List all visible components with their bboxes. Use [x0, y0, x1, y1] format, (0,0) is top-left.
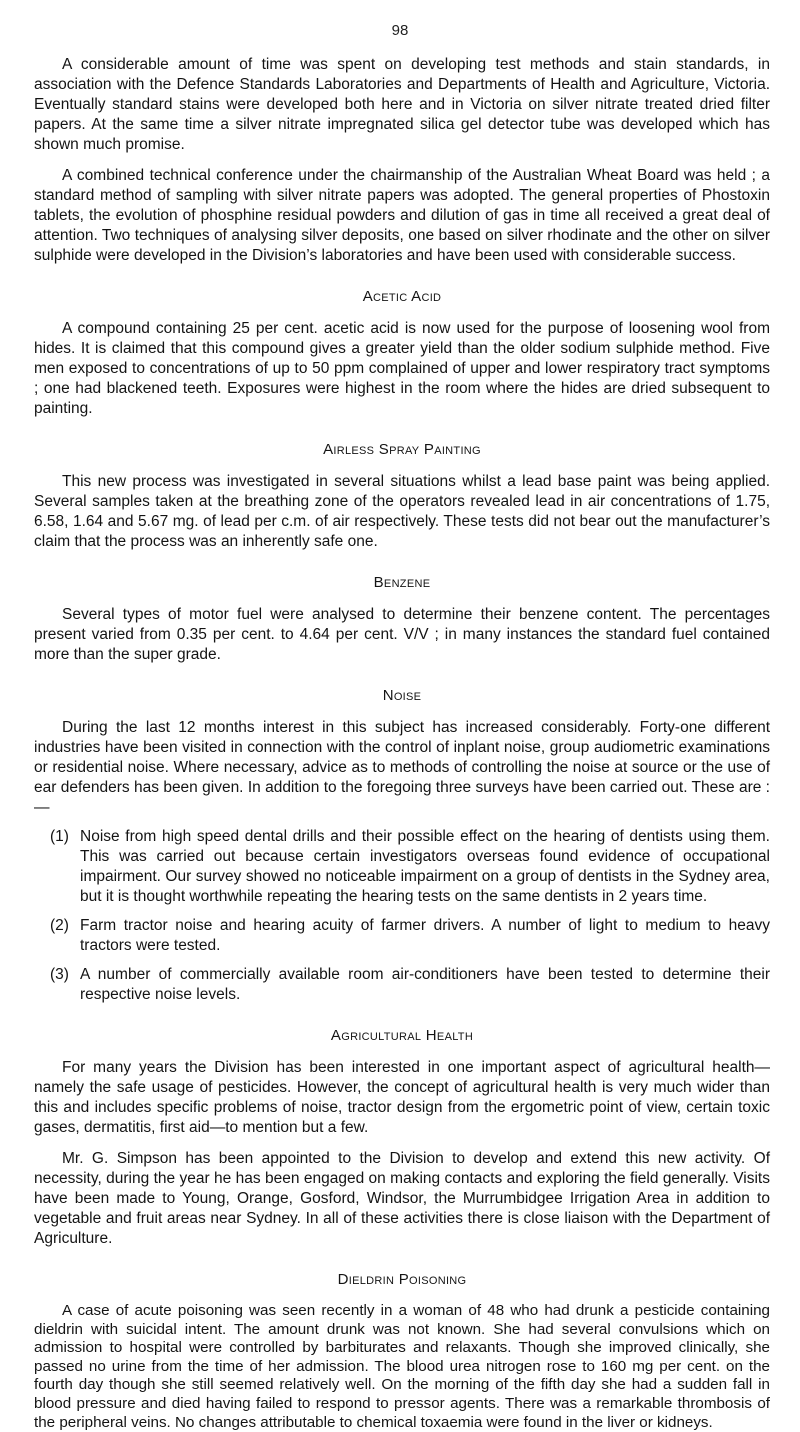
section-heading: Noise	[382, 687, 422, 704]
list-item	[34, 965, 770, 1005]
paragraph: This new process was investigated in several situations whilst a lead base paint was being applied. Several samples taken at the breathing zone of the operators revealed lead in air concentrations of 1.75, 6.58, 1.64 and 5.67 mg. of lead per c.m. of air respectively. These tests did not bear out the manufacturer’s claim that the process was an inherently safe one.	[34, 473, 770, 550]
list-item-text: Noise from high speed dental drills and their possible effect on the hearing of dentists using them. This was carried out because certain investigators overseas found evidence of occupational impairment. Our survey showed no noticeable impairment on a group of dentists in the Sydney area, but it is thought worthwhile repeating the hearing tests on the same dentists in 2 years time.	[80, 828, 770, 905]
survey-list	[34, 827, 770, 1005]
section-dieldrin-poisoning	[34, 1271, 770, 1432]
section-acetic-acid	[34, 288, 770, 419]
list-item	[34, 827, 770, 907]
list-item-text: Farm tractor noise and hearing acuity of farmer drivers. A number of light to medium to heavy tractors were tested.	[80, 917, 770, 954]
section-noise	[34, 687, 770, 1005]
list-item-number: (3)	[50, 966, 69, 983]
paragraph: During the last 12 months interest in this subject has increased considerably. Forty-one different industries have been visited in connection with the control of inplant noise, group audiometric examinations or residential noise. Where necessary, advice as to methods of controlling the noise at source or the use of ear defenders has been given. In addition to the foregoing three surveys have been carried out. These are :—	[34, 719, 770, 816]
paragraph: For many years the Division has been interested in one important aspect of agricultural health— namely the safe usage of pesticides. However, the concept of agricultural health is very much wider than this and includes specific problems of noise, tractor design from the ergometric point of view, certain toxic gases, dermatitis, first aid—to mention but a few.	[34, 1059, 770, 1136]
intro-section	[34, 55, 770, 266]
section-heading: Acetic Acid	[362, 288, 442, 305]
section-heading: Airless Spray Painting	[323, 441, 481, 458]
section-heading: Benzene	[373, 574, 431, 591]
page-number: 98	[391, 22, 409, 39]
page-content	[34, 55, 770, 1432]
paragraph: Mr. G. Simpson has been appointed to the Division to develop and extend this new activity. Of necessity, during the year he has been engaged on making contacts and exploring the field generally. Visits have been made to Young, Orange, Gosford, Windsor, the Murrumbidgee Irrigation Area in addition to vegetable and fruit areas near Sydney. In all of these activities there is close liaison with the Department of Agriculture.	[34, 1150, 770, 1247]
list-item	[34, 916, 770, 956]
paragraph: A case of acute poisoning was seen recently in a woman of 48 who had drunk a pesticide containing dieldrin with suicidal intent. The amount drunk was not known. She had several convulsions which on admission to hospital were controlled by barbiturates and relaxants. Though she improved clinically, she passed no urine from the time of her admission. The blood urea nitrogen rose to 160 mg per cent. on the fourth day though she still seemed relatively well. On the morning of the fifth day she had a sudden fall in blood pressure and died having failed to respond to pressor agents. There was a remarkable thrombosis of the peripheral veins. No changes attributable to chemical toxaemia were found in the liver or kidneys.	[34, 1302, 770, 1431]
list-item-text: A number of commercially available room air-conditioners have been tested to determine their respective noise levels.	[80, 966, 770, 1003]
section-airless-spray-painting	[34, 441, 770, 552]
section-benzene	[34, 574, 770, 665]
list-item-number: (1)	[50, 828, 69, 845]
section-heading: Agricultural Health	[330, 1027, 474, 1044]
paragraph: A compound containing 25 per cent. acetic acid is now used for the purpose of loosening wool from hides. It is claimed that this compound gives a greater yield than the older sodium sulphide method. Five men exposed to concentrations of up to 50 ppm complained of upper and lower respiratory tract symptoms ; one had blackened teeth. Exposures were highest in the room where the hides are dried subsequent to painting.	[34, 320, 770, 417]
paragraph: A combined technical conference under the chairmanship of the Australian Wheat Board was held ; a standard method of sampling with silver nitrate papers was adopted. The general properties of Phostoxin tablets, the evolution of phosphine residual powders and dilution of gas in time all received a great deal of attention. Two techniques of analysing silver deposits, one based on silver rhodinate and the other on silver sulphide were developed in the Division’s laboratories and have been used with considerable success.	[34, 167, 770, 264]
paragraph: Several types of motor fuel were analysed to determine their benzene content. The percentages present varied from 0.35 per cent. to 4.64 per cent. V/V ; in many instances the standard fuel contained more than the super grade.	[34, 606, 770, 663]
section-agricultural-health	[34, 1027, 770, 1249]
paragraph: A considerable amount of time was spent on developing test methods and stain standards, in association with the Defence Standards Laboratories and Departments of Health and Agriculture, Victoria. Eventually standard stains were developed both here and in Victoria on silver nitrate treated dried filter papers. At the same time a silver nitrate impregnated silica gel detector tube was developed which has shown much promise.	[34, 56, 770, 153]
list-item-number: (2)	[50, 917, 69, 934]
section-heading: Dieldrin Poisoning	[337, 1271, 467, 1288]
